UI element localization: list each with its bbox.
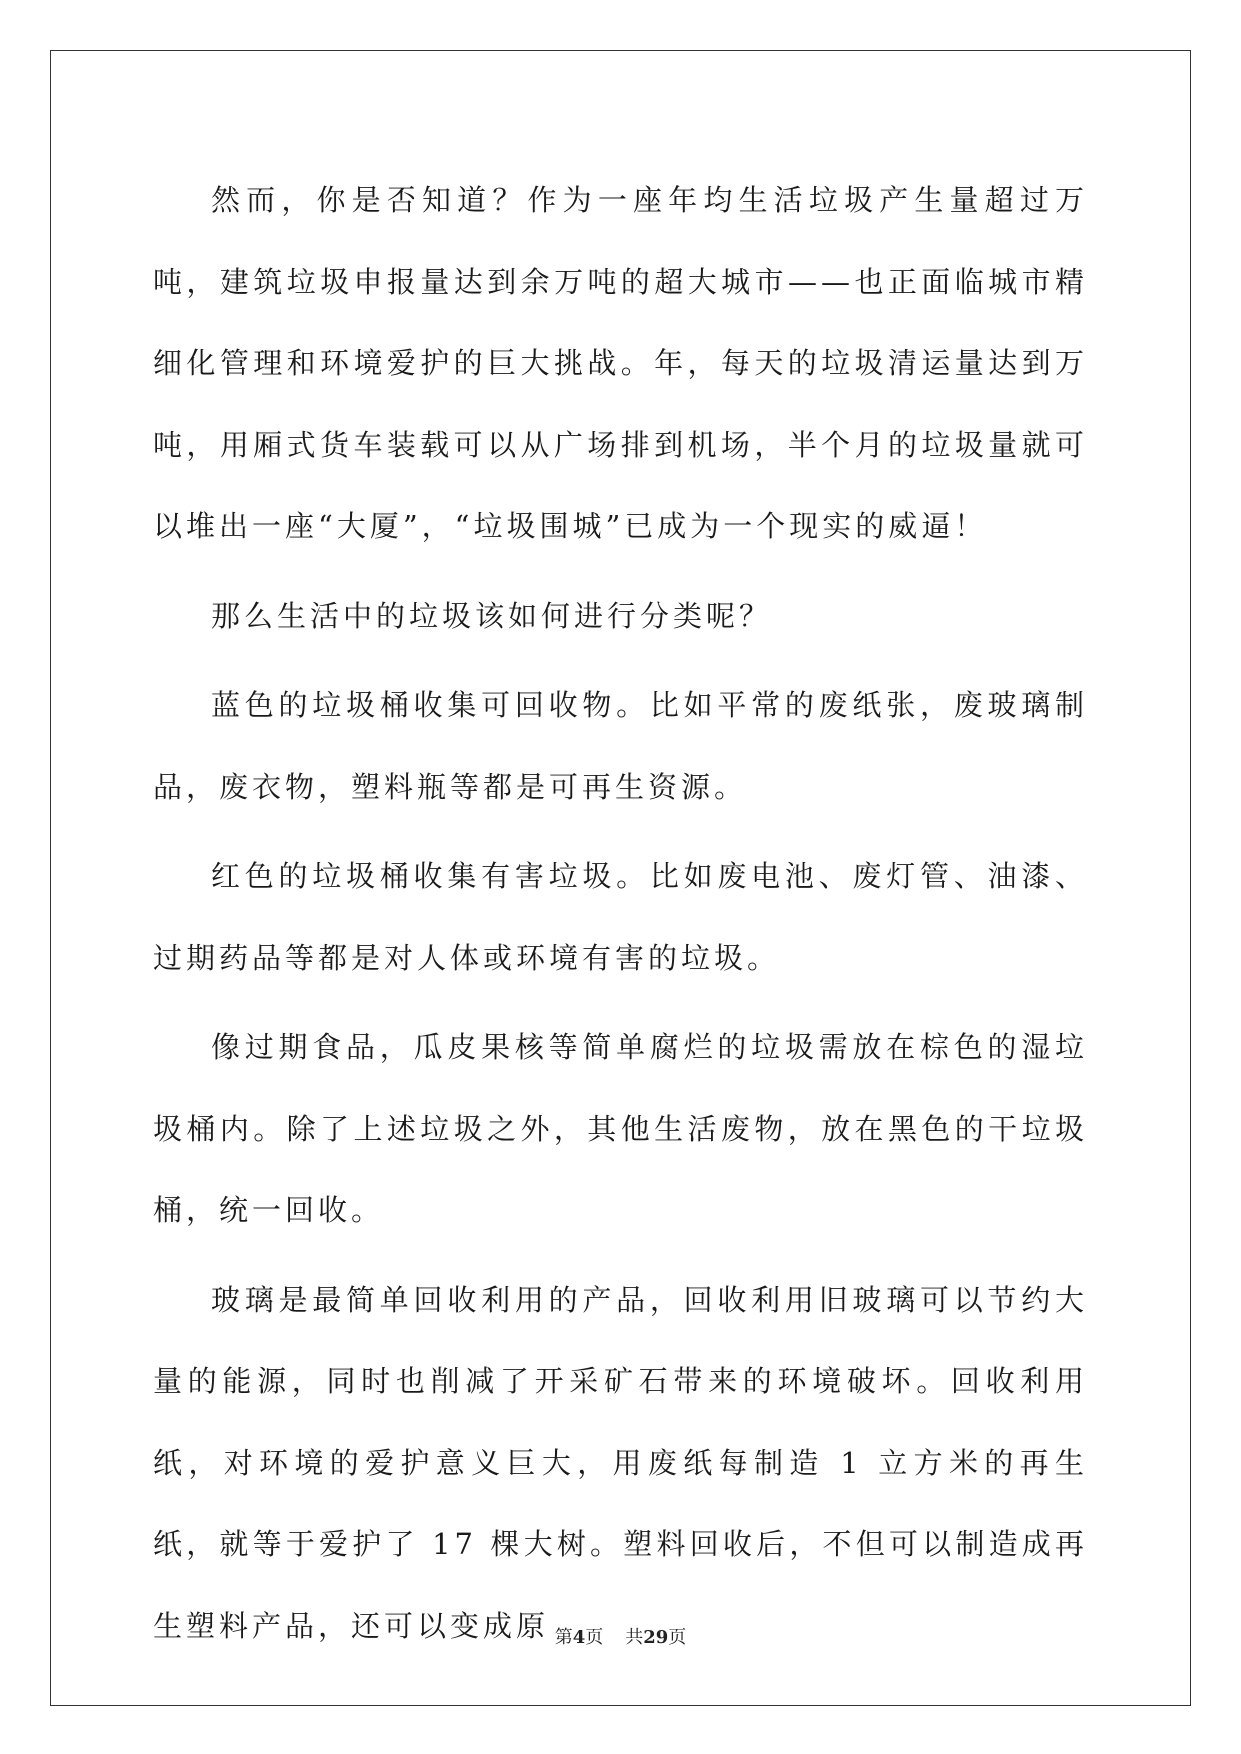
- total-prefix: 共: [625, 1627, 644, 1648]
- document-body: [153, 160, 1088, 1675]
- paragraph-3: 蓝色的垃圾桶收集可回收物。比如平常的废纸张，废玻璃制品，废衣物，塑料瓶等都是可再生资源。: [153, 688, 1088, 804]
- paragraph-2: 那么生活中的垃圾该如何进行分类呢？: [211, 598, 773, 633]
- paragraph-5: 像过期食品，瓜皮果核等简单腐烂的垃圾需放在棕色的湿垃圾桶内。除了上述垃圾之外，其他生活废物，放在黑色的干垃圾桶，统一回收。: [153, 1030, 1088, 1227]
- page-suffix: 页: [585, 1627, 604, 1648]
- page-footer: [0, 1623, 1241, 1649]
- total-pages: 29: [643, 1627, 669, 1648]
- page-number: 4: [572, 1627, 586, 1648]
- page-prefix: 第: [554, 1627, 573, 1648]
- paragraph-1: 然而，你是否知道？作为一座年均生活垃圾产生量超过万吨，建筑垃圾申报量达到余万吨的超大城市——也正面临城市精细化管理和环境爱护的巨大挑战。年，每天的垃圾清运量达到万吨，用厢式货车装载可以从广场排到机场，半个月的垃圾量就可以堆出一座“大厦”，“垃圾围城”已成为一个现实的威逼！: [153, 183, 1088, 543]
- paragraph-4: 红色的垃圾桶收集有害垃圾。比如废电池、废灯管、油漆、过期药品等都是对人体或环境有害的垃圾。: [153, 859, 1088, 975]
- total-suffix: 页: [668, 1627, 687, 1648]
- paragraph-6: 玻璃是最简单回收利用的产品，回收利用旧玻璃可以节约大量的能源，同时也削减了开采矿石带来的环境破坏。回收利用纸，对环境的爱护意义巨大，用废纸每制造 1 立方米的再生纸，就等于爱护了 17 棵大树。塑料回收后，不但可以制造成再生塑料产品，还可以变成原: [153, 1282, 1088, 1643]
